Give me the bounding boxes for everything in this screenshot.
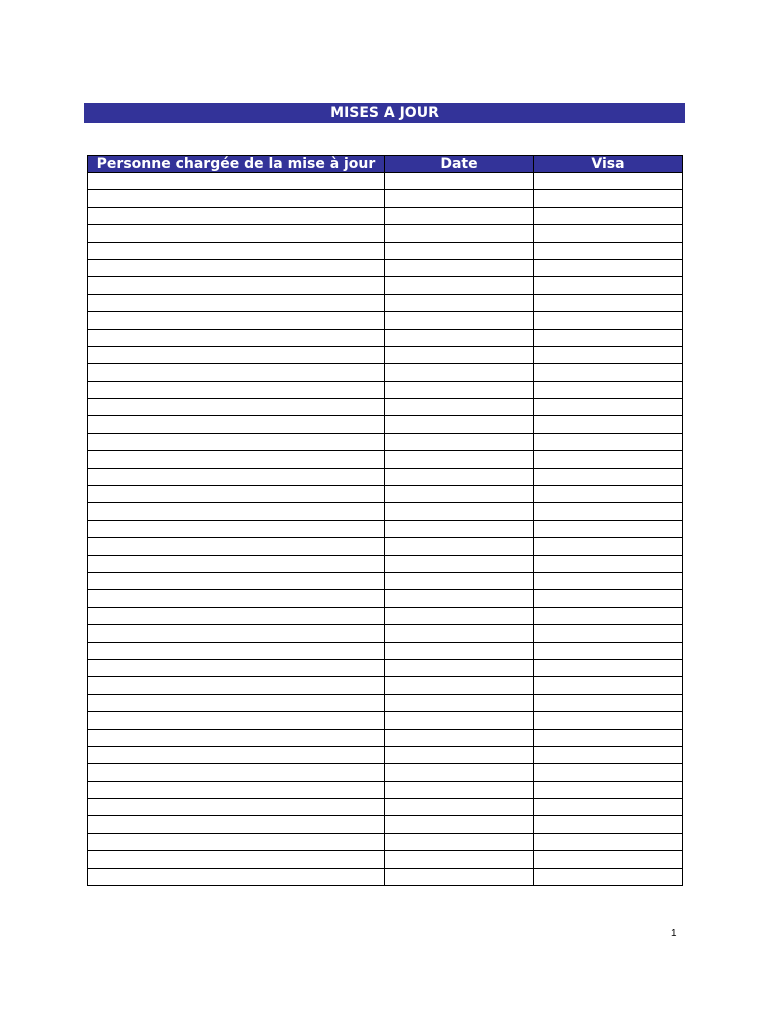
cell-date[interactable] [385, 625, 534, 642]
cell-date[interactable] [385, 781, 534, 798]
cell-date[interactable] [385, 520, 534, 537]
table-row [88, 416, 683, 433]
cell-person[interactable] [88, 468, 385, 485]
cell-visa[interactable] [534, 816, 683, 833]
cell-date[interactable] [385, 225, 534, 242]
cell-date[interactable] [385, 173, 534, 190]
table-body [88, 173, 683, 886]
cell-person[interactable] [88, 659, 385, 676]
table-row [88, 486, 683, 503]
cell-person[interactable] [88, 294, 385, 311]
table-row [88, 225, 683, 242]
table-row [88, 433, 683, 450]
table-row [88, 625, 683, 642]
cell-visa[interactable] [534, 520, 683, 537]
cell-visa[interactable] [534, 294, 683, 311]
cell-visa[interactable] [534, 364, 683, 381]
cell-person[interactable] [88, 364, 385, 381]
cell-date[interactable] [385, 364, 534, 381]
cell-person[interactable] [88, 677, 385, 694]
cell-date[interactable] [385, 851, 534, 868]
cell-visa[interactable] [534, 607, 683, 624]
cell-date[interactable] [385, 712, 534, 729]
table-row [88, 659, 683, 676]
cell-date[interactable] [385, 346, 534, 363]
cell-visa[interactable] [534, 416, 683, 433]
cell-person[interactable] [88, 520, 385, 537]
cell-date[interactable] [385, 294, 534, 311]
cell-visa[interactable] [534, 833, 683, 850]
cell-person[interactable] [88, 851, 385, 868]
table-row [88, 381, 683, 398]
cell-person[interactable] [88, 625, 385, 642]
cell-visa[interactable] [534, 503, 683, 520]
table-row [88, 694, 683, 711]
cell-person[interactable] [88, 503, 385, 520]
cell-date[interactable] [385, 312, 534, 329]
cell-visa[interactable] [534, 173, 683, 190]
table-row [88, 816, 683, 833]
table-row [88, 242, 683, 259]
table-row [88, 746, 683, 763]
cell-date[interactable] [385, 503, 534, 520]
cell-visa[interactable] [534, 729, 683, 746]
cell-person[interactable] [88, 642, 385, 659]
cell-date[interactable] [385, 329, 534, 346]
cell-visa[interactable] [534, 329, 683, 346]
cell-visa[interactable] [534, 242, 683, 259]
cell-date[interactable] [385, 572, 534, 589]
cell-visa[interactable] [534, 207, 683, 224]
cell-person[interactable] [88, 764, 385, 781]
cell-person[interactable] [88, 381, 385, 398]
cell-visa[interactable] [534, 190, 683, 207]
cell-person[interactable] [88, 416, 385, 433]
cell-person[interactable] [88, 799, 385, 816]
cell-date[interactable] [385, 694, 534, 711]
cell-date[interactable] [385, 399, 534, 416]
cell-date[interactable] [385, 590, 534, 607]
cell-date[interactable] [385, 242, 534, 259]
cell-person[interactable] [88, 225, 385, 242]
cell-person[interactable] [88, 190, 385, 207]
cell-date[interactable] [385, 190, 534, 207]
cell-visa[interactable] [534, 277, 683, 294]
cell-date[interactable] [385, 729, 534, 746]
cell-date[interactable] [385, 659, 534, 676]
table-row [88, 503, 683, 520]
cell-person[interactable] [88, 433, 385, 450]
table-row [88, 294, 683, 311]
table-row [88, 451, 683, 468]
cell-date[interactable] [385, 746, 534, 763]
table-row [88, 346, 683, 363]
cell-person[interactable] [88, 746, 385, 763]
cell-person[interactable] [88, 607, 385, 624]
table-row [88, 173, 683, 190]
cell-visa[interactable] [534, 346, 683, 363]
cell-visa[interactable] [534, 694, 683, 711]
table-row [88, 764, 683, 781]
table-row [88, 799, 683, 816]
table-row [88, 555, 683, 572]
cell-date[interactable] [385, 277, 534, 294]
cell-visa[interactable] [534, 572, 683, 589]
table-row [88, 329, 683, 346]
cell-date[interactable] [385, 416, 534, 433]
cell-person[interactable] [88, 729, 385, 746]
cell-visa[interactable] [534, 399, 683, 416]
table-row [88, 642, 683, 659]
cell-date[interactable] [385, 555, 534, 572]
cell-date[interactable] [385, 468, 534, 485]
table-row [88, 364, 683, 381]
cell-visa[interactable] [534, 312, 683, 329]
table-header-row [88, 156, 683, 173]
table-row [88, 277, 683, 294]
cell-person[interactable] [88, 781, 385, 798]
cell-visa[interactable] [534, 381, 683, 398]
cell-person[interactable] [88, 833, 385, 850]
cell-person[interactable] [88, 312, 385, 329]
table-row [88, 399, 683, 416]
cell-visa[interactable] [534, 590, 683, 607]
cell-visa[interactable] [534, 468, 683, 485]
cell-date[interactable] [385, 451, 534, 468]
cell-visa[interactable] [534, 746, 683, 763]
cell-visa[interactable] [534, 225, 683, 242]
cell-visa[interactable] [534, 799, 683, 816]
table-row [88, 868, 683, 885]
cell-person[interactable] [88, 694, 385, 711]
table-row [88, 538, 683, 555]
cell-person[interactable] [88, 277, 385, 294]
cell-visa[interactable] [534, 555, 683, 572]
table-row [88, 312, 683, 329]
cell-person[interactable] [88, 868, 385, 885]
cell-visa[interactable] [534, 625, 683, 642]
table-row [88, 520, 683, 537]
cell-person[interactable] [88, 538, 385, 555]
cell-date[interactable] [385, 642, 534, 659]
table-row [88, 781, 683, 798]
cell-date[interactable] [385, 816, 534, 833]
table-row [88, 712, 683, 729]
table-row [88, 207, 683, 224]
cell-person[interactable] [88, 173, 385, 190]
table-row [88, 190, 683, 207]
cell-visa[interactable] [534, 712, 683, 729]
page-number: 1 [671, 928, 677, 939]
cell-person[interactable] [88, 572, 385, 589]
table-row [88, 607, 683, 624]
cell-person[interactable] [88, 207, 385, 224]
cell-visa[interactable] [534, 781, 683, 798]
cell-person[interactable] [88, 259, 385, 276]
cell-date[interactable] [385, 433, 534, 450]
cell-date[interactable] [385, 868, 534, 885]
cell-person[interactable] [88, 590, 385, 607]
cell-visa[interactable] [534, 486, 683, 503]
table-row [88, 572, 683, 589]
cell-date[interactable] [385, 381, 534, 398]
cell-date[interactable] [385, 799, 534, 816]
table-row [88, 833, 683, 850]
cell-date[interactable] [385, 764, 534, 781]
table-row [88, 590, 683, 607]
table-row [88, 729, 683, 746]
cell-date[interactable] [385, 677, 534, 694]
cell-visa[interactable] [534, 764, 683, 781]
cell-visa[interactable] [534, 868, 683, 885]
header-visa: Visa [534, 156, 683, 173]
cell-visa[interactable] [534, 259, 683, 276]
updates-table [87, 155, 683, 886]
cell-date[interactable] [385, 207, 534, 224]
cell-person[interactable] [88, 712, 385, 729]
cell-date[interactable] [385, 259, 534, 276]
cell-person[interactable] [88, 555, 385, 572]
cell-visa[interactable] [534, 433, 683, 450]
cell-person[interactable] [88, 816, 385, 833]
cell-person[interactable] [88, 329, 385, 346]
cell-visa[interactable] [534, 642, 683, 659]
cell-date[interactable] [385, 833, 534, 850]
cell-visa[interactable] [534, 677, 683, 694]
cell-visa[interactable] [534, 451, 683, 468]
cell-person[interactable] [88, 486, 385, 503]
cell-visa[interactable] [534, 851, 683, 868]
cell-date[interactable] [385, 538, 534, 555]
cell-person[interactable] [88, 346, 385, 363]
cell-date[interactable] [385, 486, 534, 503]
header-date: Date [385, 156, 534, 173]
table-row [88, 468, 683, 485]
cell-person[interactable] [88, 399, 385, 416]
document-title: MISES A JOUR [84, 103, 685, 123]
cell-person[interactable] [88, 242, 385, 259]
table-row [88, 677, 683, 694]
table-row [88, 851, 683, 868]
cell-visa[interactable] [534, 659, 683, 676]
header-person-in-charge: Personne chargée de la mise à jour [88, 156, 385, 173]
cell-person[interactable] [88, 451, 385, 468]
cell-date[interactable] [385, 607, 534, 624]
table-row [88, 259, 683, 276]
cell-visa[interactable] [534, 538, 683, 555]
